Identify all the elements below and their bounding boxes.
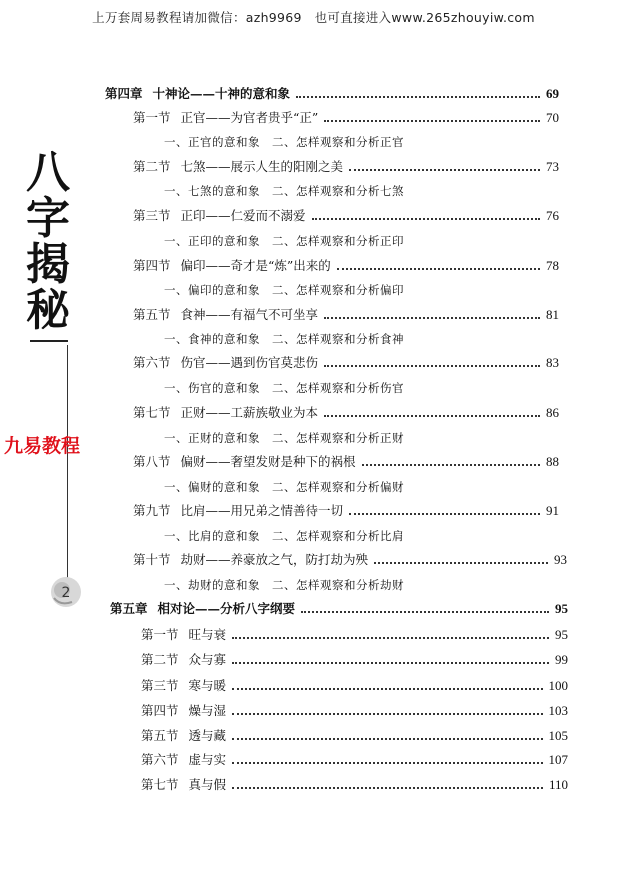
section-title: 食神——有福气不可坐享 xyxy=(180,307,319,322)
toc-section[interactable] xyxy=(133,501,559,519)
section-title: 七煞——展示人生的阳刚之美 xyxy=(180,159,344,174)
dot-leader xyxy=(324,415,540,417)
watermark-text: 上万套周易教程请加微信：azh9969 也可直接进入www.265zhouyiw.com xyxy=(92,10,535,25)
section-number: 第五节 xyxy=(141,728,179,743)
toc-subsections: 一、偏印的意和象 二、怎样观察和分析偏印 xyxy=(164,283,404,297)
toc-section[interactable] xyxy=(141,750,568,768)
chapter-title: 相对论——分析八字纲要 xyxy=(157,601,296,616)
dot-leader xyxy=(349,513,540,515)
section-number: 第十节 xyxy=(133,552,171,567)
toc-section[interactable] xyxy=(133,256,559,274)
page-ornament-icon xyxy=(46,572,86,612)
section-number: 第九节 xyxy=(133,503,171,518)
chapter-title: 十神论——十神的意和象 xyxy=(152,86,291,101)
section-number: 第六节 xyxy=(141,752,179,767)
toc-subsections: 一、比肩的意和象 二、怎样观察和分析比肩 xyxy=(164,529,404,543)
toc-section[interactable] xyxy=(133,157,559,175)
dot-leader xyxy=(301,611,549,613)
toc-subsections: 一、偏财的意和象 二、怎样观察和分析偏财 xyxy=(164,480,404,494)
dot-leader xyxy=(312,218,540,220)
section-number: 第七节 xyxy=(141,777,179,792)
toc-section[interactable] xyxy=(141,625,568,643)
section-number: 第一节 xyxy=(141,627,179,642)
page-number: 99 xyxy=(555,652,568,667)
section-number: 第一节 xyxy=(133,110,171,125)
dot-leader xyxy=(232,688,542,690)
toc-chapter-4[interactable] xyxy=(105,84,559,102)
toc-subsections: 一、正官的意和象 二、怎样观察和分析正官 xyxy=(164,135,404,149)
section-title: 旺与衰 xyxy=(188,627,227,642)
dot-leader xyxy=(374,562,548,564)
toc-section[interactable] xyxy=(133,403,559,421)
section-title: 透与藏 xyxy=(188,728,227,743)
section-title: 比肩——用兄弟之情善待一切 xyxy=(180,503,344,518)
toc-section[interactable] xyxy=(141,676,568,694)
toc-section[interactable] xyxy=(133,353,559,371)
spine-char: 揭 xyxy=(26,239,70,290)
toc-subsections: 一、七煞的意和象 二、怎样观察和分析七煞 xyxy=(164,184,404,198)
section-number: 第二节 xyxy=(141,652,179,667)
page-number-mark: 2 xyxy=(61,585,71,601)
section-title: 正财——工薪族敬业为本 xyxy=(180,405,319,420)
section-title: 正印——仁爱而不溺爱 xyxy=(180,208,306,223)
page-number: 93 xyxy=(554,552,567,567)
toc-chapter-5[interactable] xyxy=(110,599,568,617)
spine-char: 八 xyxy=(26,147,70,198)
section-number: 第三节 xyxy=(141,678,179,693)
toc-section[interactable] xyxy=(141,650,568,668)
toc-subsections: 一、伤官的意和象 二、怎样观察和分析伤官 xyxy=(164,381,404,395)
toc-section[interactable] xyxy=(141,775,568,793)
page-number: 88 xyxy=(546,454,559,469)
spine-rule xyxy=(30,340,68,342)
toc-section[interactable] xyxy=(141,726,568,744)
book-spine-title xyxy=(20,147,76,336)
section-title: 燥与湿 xyxy=(188,703,227,718)
section-number: 第二节 xyxy=(133,159,171,174)
section-number: 第三节 xyxy=(133,208,171,223)
dot-leader xyxy=(337,268,540,270)
side-watermark: 九易教程 xyxy=(4,435,81,457)
dot-leader xyxy=(324,317,540,319)
dot-leader xyxy=(324,365,540,367)
section-title: 正官——为官者贵乎“正” xyxy=(180,110,319,125)
section-number: 第六节 xyxy=(133,355,171,370)
dot-leader xyxy=(232,738,542,740)
spine-vertical-line xyxy=(67,345,68,580)
dot-leader xyxy=(362,464,540,466)
toc-subsections: 一、劫财的意和象 二、怎样观察和分析劫财 xyxy=(164,578,404,592)
page-number: 91 xyxy=(546,503,559,518)
dot-leader xyxy=(232,662,549,664)
dot-leader xyxy=(232,713,542,715)
dot-leader xyxy=(232,787,543,789)
toc-subsections: 一、食神的意和象 二、怎样观察和分析食神 xyxy=(164,332,404,346)
page-number: 100 xyxy=(548,678,568,693)
toc-section[interactable] xyxy=(133,305,559,323)
toc-section[interactable] xyxy=(133,550,567,568)
section-title: 伤官——遇到伤官莫悲伤 xyxy=(180,355,319,370)
page-number: 81 xyxy=(546,307,559,322)
toc-section[interactable] xyxy=(133,206,559,224)
section-title: 虚与实 xyxy=(188,752,227,767)
spine-char: 秘 xyxy=(26,285,70,336)
page-number: 95 xyxy=(555,627,568,642)
spine-char: 字 xyxy=(26,193,70,244)
page-number: 69 xyxy=(546,86,559,101)
dot-leader xyxy=(349,169,540,171)
chapter-number: 第四章 xyxy=(105,86,143,101)
page-number: 103 xyxy=(548,703,568,718)
section-number: 第五节 xyxy=(133,307,171,322)
toc-section[interactable] xyxy=(133,452,559,470)
page-number: 95 xyxy=(555,601,568,616)
page-number: 107 xyxy=(548,752,568,767)
chapter-number: 第五章 xyxy=(110,601,148,616)
section-title: 劫财——养豪放之气，防打劫为殃 xyxy=(180,552,369,567)
toc-subsections: 一、正财的意和象 二、怎样观察和分析正财 xyxy=(164,431,404,445)
dot-leader xyxy=(324,120,540,122)
page-number: 83 xyxy=(546,355,559,370)
page-number: 70 xyxy=(546,110,559,125)
section-title: 偏财——奢望发财是种下的祸根 xyxy=(180,454,356,469)
section-number: 第四节 xyxy=(141,703,179,718)
page-number: 78 xyxy=(546,258,559,273)
toc-section[interactable] xyxy=(133,108,559,126)
section-number: 第四节 xyxy=(133,258,171,273)
page-number: 105 xyxy=(548,728,568,743)
dot-leader xyxy=(232,762,542,764)
section-title: 众与寡 xyxy=(188,652,227,667)
page-number: 86 xyxy=(546,405,559,420)
page-number: 73 xyxy=(546,159,559,174)
section-title: 寒与暖 xyxy=(188,678,227,693)
section-title: 偏印——奇才是“炼”出来的 xyxy=(180,258,331,273)
section-number: 第八节 xyxy=(133,454,171,469)
page-number: 110 xyxy=(548,777,568,792)
dot-leader xyxy=(232,637,549,639)
page-number: 76 xyxy=(546,208,559,223)
toc-section[interactable] xyxy=(141,701,568,719)
dot-leader xyxy=(296,96,540,98)
section-title: 真与假 xyxy=(188,777,227,792)
section-number: 第七节 xyxy=(133,405,171,420)
toc-subsections: 一、正印的意和象 二、怎样观察和分析正印 xyxy=(164,234,404,248)
